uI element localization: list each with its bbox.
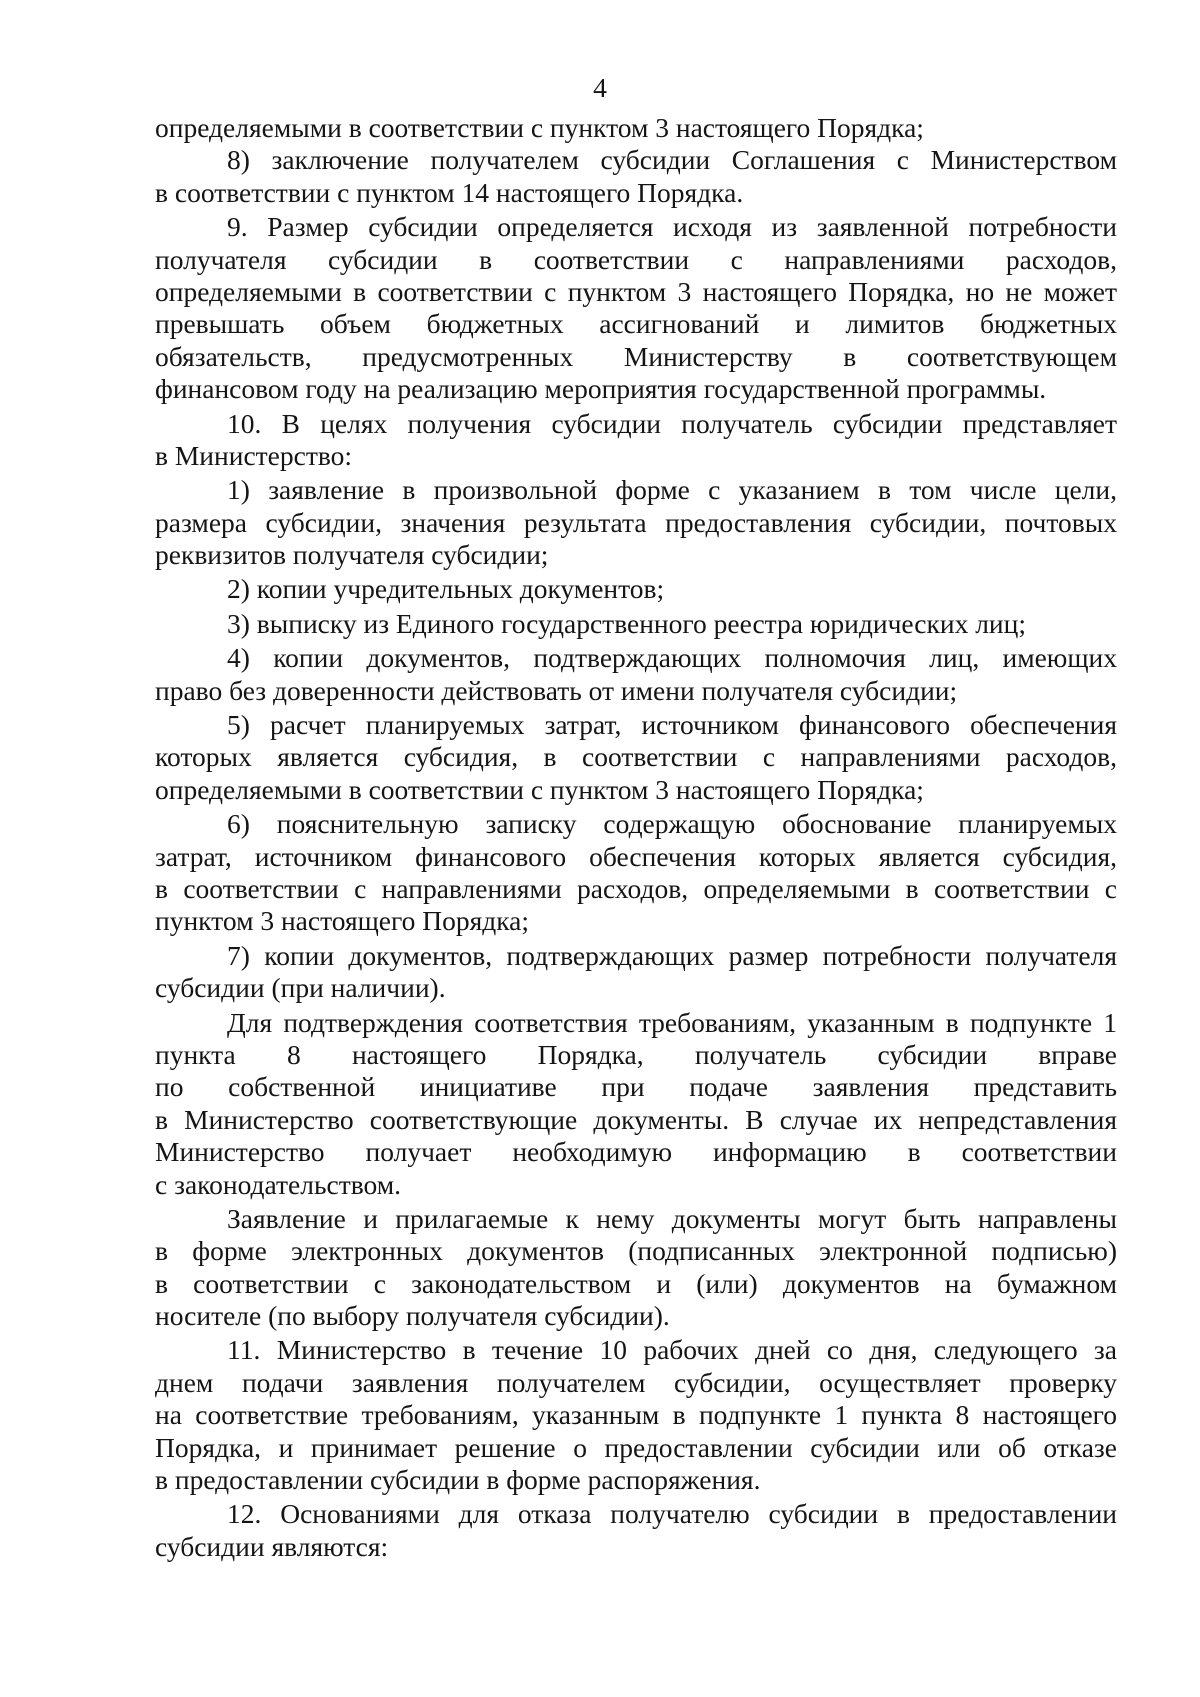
text-line: 12. Основаниями для отказа получателю субсидии в предоставлении: [227, 1498, 1117, 1530]
text-line: затрат, источником финансового обеспечения которых является субсидия,: [155, 840, 1117, 872]
text-line: днем подачи заявления получателем субсидии, осуществляет проверку: [155, 1366, 1117, 1398]
text-line: определяемыми в соответствии с пунктом 3 настоящего Порядка;: [155, 773, 924, 805]
text-line: 2) копии учредительных документов;: [227, 573, 665, 605]
text-line: 11. Министерство в течение 10 рабочих дней со дня, следующего за: [227, 1334, 1117, 1366]
text-line: превышать объем бюджетных ассигнований и лимитов бюджетных: [155, 308, 1117, 340]
text-line: 6) пояснительную записку содержащую обоснование планируемых: [227, 808, 1117, 840]
text-line: 3) выписку из Единого государственного реестра юридических лиц;: [227, 607, 1027, 639]
text-line: получателя субсидии в соответствии с направлениями расходов,: [155, 243, 1117, 275]
text-line: определяемыми в соответствии с пунктом 3 настоящего Порядка;: [155, 112, 924, 143]
text-line: Для подтверждения соответствия требованиям, указанным в подпункте 1: [227, 1006, 1117, 1038]
text-line: субсидии (при наличии).: [155, 972, 446, 1004]
text-line: в Министерство:: [155, 439, 353, 471]
text-line: в соответствии с пунктом 14 настоящего Порядка.: [155, 176, 744, 208]
text-line: 5) расчет планируемых затрат, источником финансового обеспечения: [227, 709, 1117, 741]
text-line: Министерство получает необходимую информацию в соответствии: [155, 1136, 1117, 1168]
text-line: 4) копии документов, подтверждающих полномочия лиц, имеющих: [227, 642, 1117, 674]
text-line: реквизитов получателя субсидии;: [155, 539, 549, 571]
text-line: 1) заявление в произвольной форме с указанием в том числе цели,: [227, 474, 1117, 506]
text-line: 9. Размер субсидии определяется исходя из заявленной потребности: [227, 211, 1117, 243]
text-line: размера субсидии, значения результата предоставления субсидии, почтовых: [155, 506, 1117, 538]
text-line: 7) копии документов, подтверждающих размер потребности получателя: [227, 939, 1117, 971]
text-line: пунктом 3 настоящего Порядка;: [155, 905, 530, 937]
text-line: по собственной инициативе при подаче заявления представить: [155, 1071, 1117, 1103]
text-line: Порядка, и принимает решение о предоставлении субсидии или об отказе: [155, 1431, 1117, 1463]
text-line: в предоставлении субсидии в форме распоряжения.: [155, 1464, 761, 1496]
text-line: носителе (по выбору получателя субсидии).: [155, 1300, 670, 1332]
text-line: с законодательством.: [155, 1168, 402, 1200]
page-number: 4: [593, 72, 607, 103]
text-line: субсидии являются:: [155, 1530, 389, 1562]
text-line: на соответствие требованиям, указанным в подпункте 1 пункта 8 настоящего: [155, 1399, 1117, 1431]
text-line: пункта 8 настоящего Порядка, получатель субсидии вправе: [155, 1038, 1117, 1070]
text-line: в форме электронных документов (подписанных электронной подписью): [155, 1235, 1117, 1267]
text-line: обязательств, предусмотренных Министерству в соответствующем: [155, 340, 1117, 372]
text-line: в Министерство соответствующие документы. В случае их непредставления: [155, 1103, 1117, 1135]
text-line: 10. В целях получения субсидии получатель субсидии представляет: [227, 407, 1117, 439]
text-line: в соответствии с законодательством и (или) документов на бумажном: [155, 1267, 1117, 1299]
text-line: право без доверенности действовать от имени получателя субсидии;: [155, 674, 958, 706]
text-line: 8) заключение получателем субсидии Соглашения с Министерством: [227, 144, 1117, 176]
text-line: в соответствии с направлениями расходов, определяемыми в соответствии с: [155, 872, 1117, 904]
text-line: которых является субсидия, в соответствии с направлениями расходов,: [155, 741, 1117, 773]
text-line: определяемыми в соответствии с пунктом 3 настоящего Порядка, но не может: [155, 275, 1117, 307]
document-body: [155, 112, 1117, 1563]
text-line: финансовом году на реализацию мероприятия государственной программы.: [155, 373, 1047, 405]
text-line: Заявление и прилагаемые к нему документы могут быть направлены: [227, 1202, 1117, 1234]
